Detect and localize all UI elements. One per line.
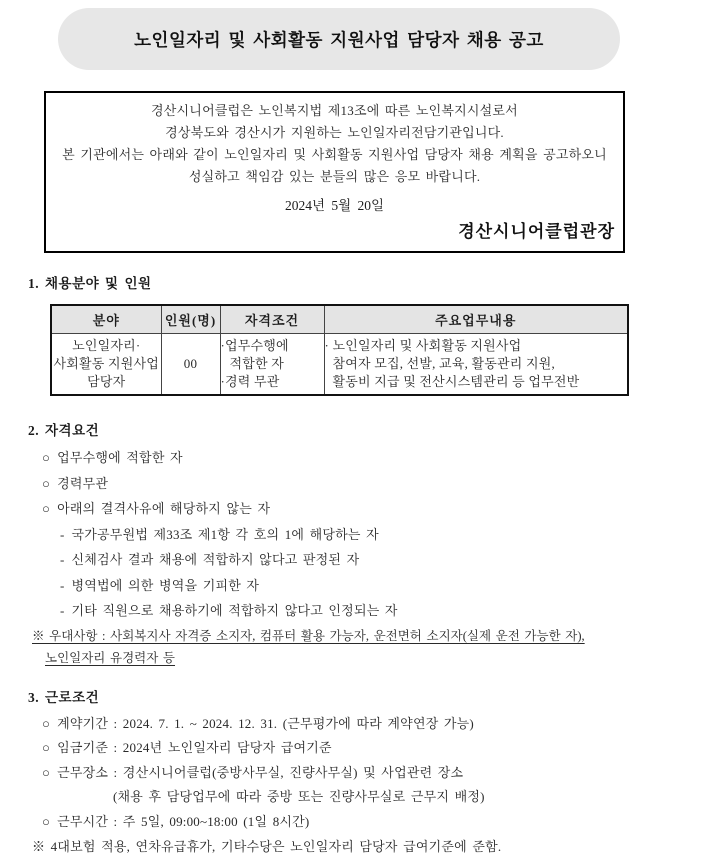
col-header-count: 인원(명): [161, 305, 220, 334]
preference-note: [32, 625, 705, 669]
circle-bullet: ○: [42, 813, 51, 829]
recruit-table: [50, 304, 629, 396]
list-item: [42, 761, 705, 786]
list-item-text: 임금기준 : 2024년 노인일자리 담당자 급여기준: [57, 740, 332, 755]
circle-bullet: ○: [42, 501, 51, 516]
list-item-text: 근무장소 : 경산시니어클럽(중방사무실, 진량사무실) 및 사업관련 장소: [57, 764, 464, 780]
page-title: 노인일자리 및 사회활동 지원사업 담당자 채용 공고: [134, 29, 544, 50]
list-item: [42, 810, 705, 835]
cell-line: 적합한 자: [229, 356, 284, 371]
list-subitem: [60, 598, 705, 624]
cell-line: ·업무수행에: [220, 338, 289, 353]
notice-date: 2024년 5월 20일: [284, 198, 385, 213]
list-subitem: [60, 573, 705, 599]
note-line: 노인일자리 유경력자 등: [45, 650, 176, 665]
notice-line: 경산시니어클럽은 노인복지법 제13조에 따른 노인복지시설로서: [151, 103, 518, 118]
col-header-field: 분야: [51, 305, 161, 334]
table-row: [51, 334, 628, 396]
dash-bullet: -: [60, 552, 65, 567]
table-header-row: [51, 305, 628, 334]
list-item: [42, 712, 705, 737]
circle-bullet: ○: [42, 475, 51, 491]
qualification-list: [42, 445, 705, 624]
section-1-heading: 1. 채용분야 및 인원: [28, 276, 152, 291]
cell-line: 담당자: [87, 374, 126, 389]
work-conditions-list: [42, 712, 705, 835]
section-3-heading: 3. 근로조건: [28, 689, 100, 705]
cell-line: · 노인일자리 및 사회활동 지원사업: [324, 338, 522, 353]
circle-bullet: ○: [42, 740, 51, 755]
insurance-note: ※ 4대보험 적용, 연차유급휴가, 기타수당은 노인일자리 담당자 급여기준에 준함.: [32, 839, 502, 854]
list-item-text: (채용 후 담당업무에 따라 중방 또는 진량사무실로 근무지 배정): [113, 789, 485, 804]
dash-bullet: -: [60, 526, 65, 542]
cell-line: 참여자 모집, 선발, 교육, 활동관리 지원,: [332, 356, 555, 371]
cell-count: 00: [161, 334, 220, 396]
list-item-text: 병역법에 의한 병역을 기피한 자: [71, 577, 260, 593]
circle-bullet: ○: [42, 715, 51, 731]
cell-line: 사회활동 지원사업: [53, 356, 159, 371]
list-item-text: 기타 직원으로 채용하기에 적합하지 않다고 인정되는 자: [71, 603, 398, 618]
note-line: ※ 우대사항 : 사회복지사 자격증 소지자, 컴퓨터 활용 가능자, 운전면허 소지자(실제 운전 가능한 자),: [32, 628, 585, 643]
notice-line: 성실하고 책임감 있는 분들의 많은 응모 바랍니다.: [188, 169, 481, 184]
list-item-text: 계약기간 : 2024. 7. 1. ~ 2024. 12. 31. (근무평가에 따라 계약연장 가능): [57, 715, 474, 731]
col-header-duties: 주요업무내용: [324, 305, 628, 334]
cell-line: 노인일자리·: [72, 338, 141, 353]
list-item-text: 신체검사 결과 채용에 적합하지 않다고 판정된 자: [71, 552, 360, 567]
notice-line: 본 기관에서는 아래와 같이 노인일자리 및 사회활동 지원사업 담당자 채용 계획을 공고하오니: [62, 147, 607, 162]
cell-field: [51, 334, 161, 396]
cell-line: ·경력 무관: [220, 374, 280, 389]
circle-bullet: ○: [42, 764, 51, 780]
title-banner: [58, 8, 620, 70]
notice-signature: 경산시니어클럽관장: [458, 222, 615, 241]
document-page: [0, 8, 705, 860]
notice-line: 경상북도와 경산시가 지원하는 노인일자리전담기관입니다.: [165, 125, 504, 140]
circle-bullet: ○: [42, 450, 51, 465]
cell-duties: [324, 334, 628, 396]
list-item: [42, 445, 705, 471]
list-item-continuation: [42, 785, 705, 810]
list-item-text: 아래의 결격사유에 해당하지 않는 자: [57, 501, 271, 516]
list-subitem: [60, 522, 705, 548]
list-item-text: 근무시간 : 주 5일, 09:00~18:00 (1일 8시간): [57, 813, 310, 829]
section-2-heading: 2. 자격요건: [28, 423, 100, 438]
notice-box: [44, 91, 625, 253]
list-item-text: 국가공무원법 제33조 제1항 각 호의 1에 해당하는 자: [71, 526, 379, 542]
list-item: [42, 496, 705, 522]
list-item-text: 업무수행에 적합한 자: [57, 450, 183, 465]
list-subitem: [60, 547, 705, 573]
notice-text: [50, 100, 619, 188]
list-item-text: 경력무관: [57, 475, 109, 491]
cell-line: 활동비 지급 및 전산시스템관리 등 업무전반: [332, 374, 580, 389]
list-item: [42, 471, 705, 497]
cell-qualification: [220, 334, 324, 396]
col-header-qualification: 자격조건: [220, 305, 324, 334]
dash-bullet: -: [60, 603, 65, 618]
dash-bullet: -: [60, 577, 65, 593]
list-item: [42, 736, 705, 761]
